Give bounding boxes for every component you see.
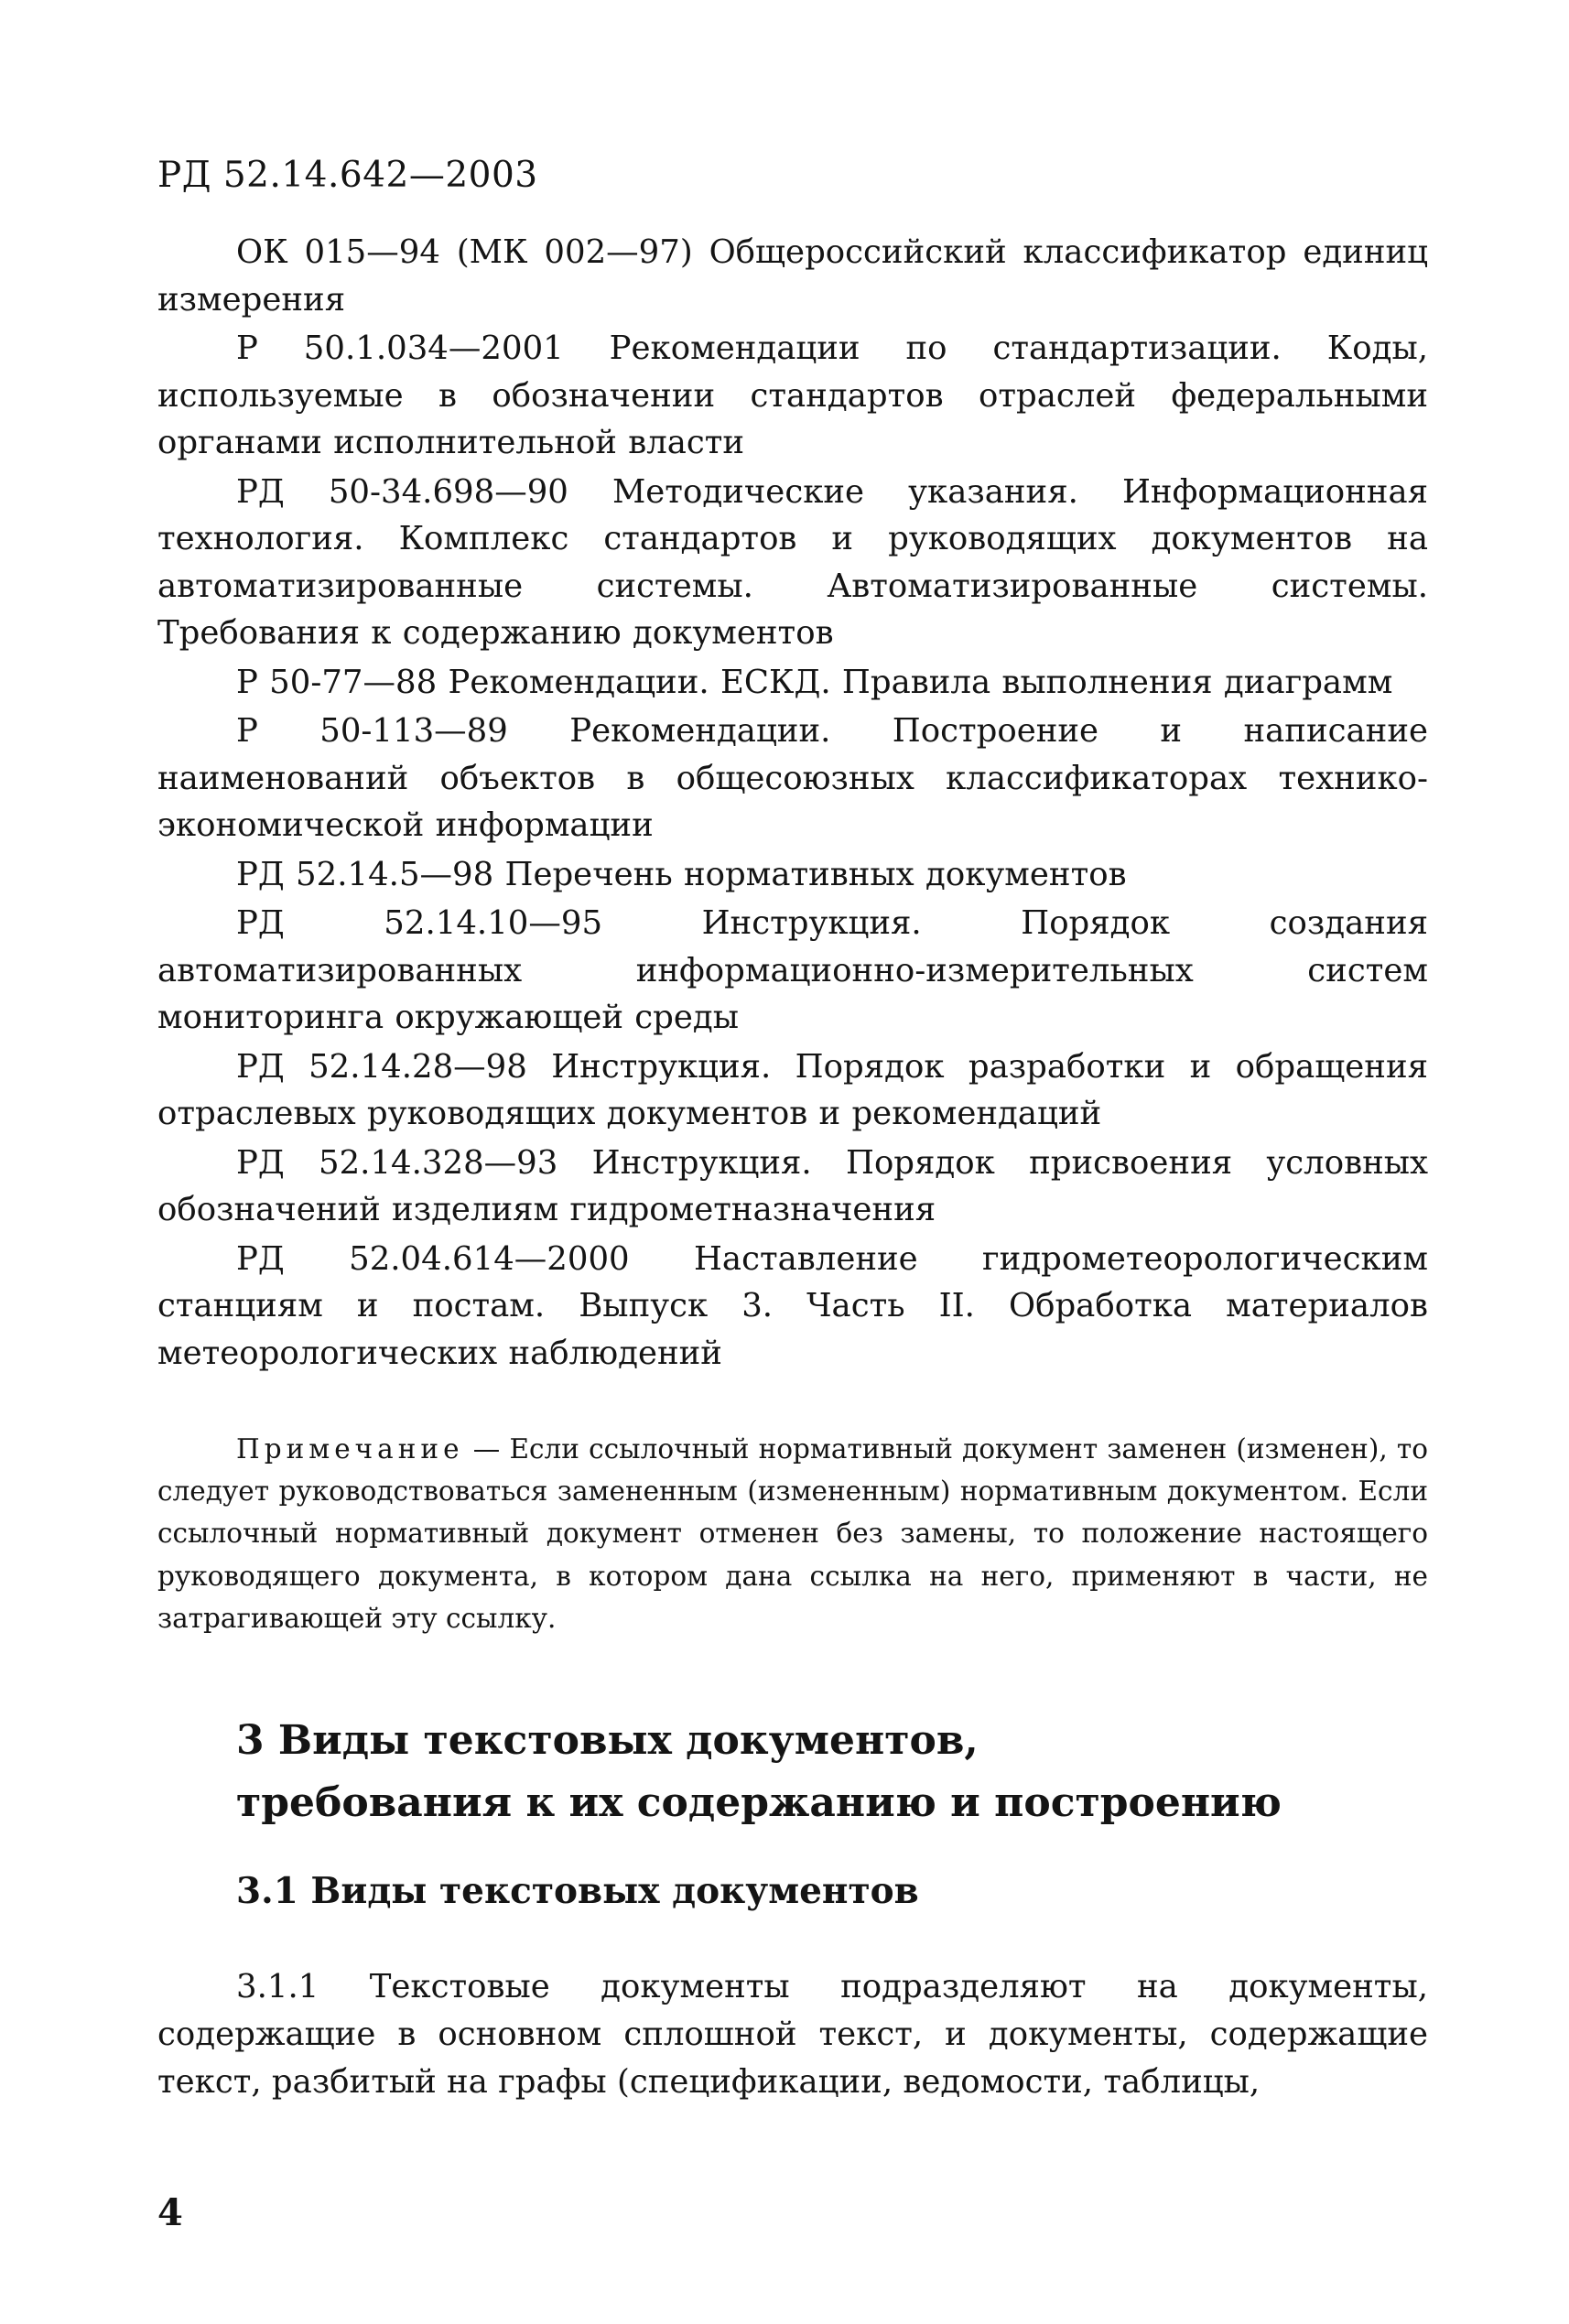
section-heading (236, 1710, 1426, 1834)
body-paragraph: 3.1.1 Текстовые документы подразделяют на документы, содержащие в основном сплошной текст, и документы, содержащие текст, разбитый на графы (спецификации, ведомости, таблицы, (157, 1968, 1428, 2101)
note-dash: — (463, 1433, 510, 1465)
page-number: 4 (157, 2191, 183, 2234)
section-heading-line-2: требования к их содержанию и построению (236, 1779, 1282, 1826)
reference-item: РД 52.14.5—98 Перечень нормативных документов (236, 855, 1127, 893)
reference-item: Р 50.1.034—2001 Рекомендации по стандартизации. Коды, используемые в обозначении стандартов отраслей федеральными органами исполнительной власти (157, 330, 1428, 461)
reference-item: РД 50-34.698—90 Методические указания. Информационная технология. Комплекс стандартов и руководящих документов на автоматизированные системы. Автоматизированные системы. Требования к содержанию документов (157, 472, 1428, 652)
note-paragraph (157, 1428, 1428, 1639)
subsection-heading: 3.1 Виды текстовых документов (236, 1870, 919, 1912)
normative-references-list (157, 229, 1428, 1378)
running-header: РД 52.14.642—2003 (157, 155, 538, 196)
reference-item: РД 52.14.328—93 Инструкция. Порядок присвоения условных обозначений изделиям гидрометназначения (157, 1143, 1428, 1228)
note-text: Если ссылочный нормативный документ заменен (изменен), то следует руководствоваться замененным (измененным) нормативным документом. Если ссылочный нормативный документ отменен без замены, то положение настоящего руководящего документа, в котором дана ссылка на него, применяют в части, не затрагивающей эту ссылку. (157, 1433, 1428, 1634)
reference-item: Р 50-113—89 Рекомендации. Построение и написание наименований объектов в общесоюзных классификаторах технико-экономической информации (157, 712, 1428, 844)
reference-item: РД 52.04.614—2000 Наставление гидрометеорологическим станциям и постам. Выпуск 3. Часть II. Обработка материалов метеорологических наблюдений (157, 1239, 1428, 1372)
section-heading-line-1: 3 Виды текстовых документов, (236, 1717, 979, 1764)
reference-item: РД 52.14.10—95 Инструкция. Порядок создания автоматизированных информационно-измерительных систем мониторинга окружающей среды (157, 904, 1428, 1036)
reference-item: РД 52.14.28—98 Инструкция. Порядок разработки и обращения отраслевых руководящих документов и рекомендаций (157, 1047, 1428, 1132)
reference-item: ОК 015—94 (МК 002—97) Общероссийский классификатор единиц измерения (157, 233, 1428, 319)
note-label: Примечание (236, 1433, 464, 1465)
reference-item: Р 50-77—88 Рекомендации. ЕСКД. Правила выполнения диаграмм (236, 663, 1393, 701)
